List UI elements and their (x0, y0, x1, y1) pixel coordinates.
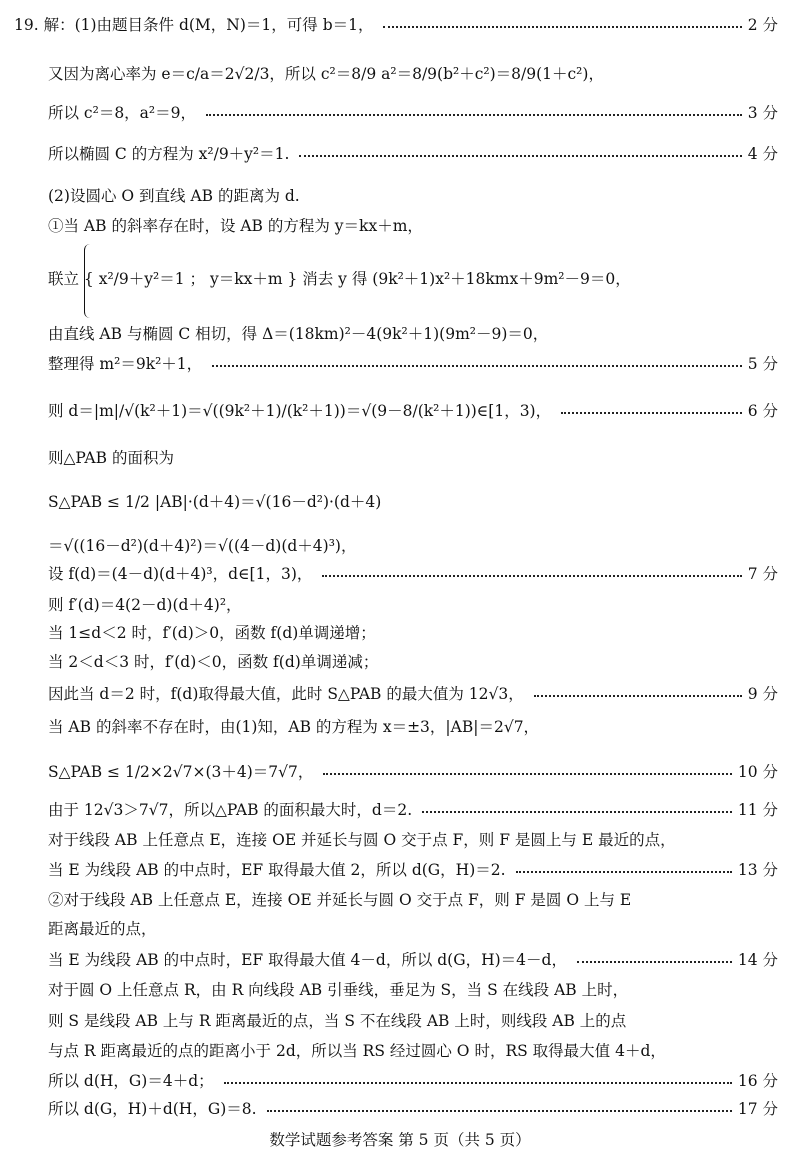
score-label: 5 分 (747, 355, 778, 373)
dot-leader (322, 575, 741, 577)
solution-line: 设 f(d)＝(4－d)(d＋4)³，d∈[1，3)， 7 分 (48, 565, 778, 583)
solution-line: 当 1≤d＜2 时，f′(d)＞0，函数 f(d)单调递增； (48, 624, 376, 642)
score-label: 10 分 (737, 763, 778, 781)
solution-line: 所以 c²＝8，a²＝9， 3 分 (48, 104, 778, 122)
solution-line: 当 E 为线段 AB 的中点时，EF 取得最大值 2，所以 d(G，H)＝2. 13 分 (48, 861, 778, 879)
score-label: 4 分 (747, 145, 778, 163)
dot-leader (561, 412, 742, 414)
solution-line: 当 E 为线段 AB 的中点时，EF 取得最大值 4－d，所以 d(G，H)＝4－d， 14 分 (48, 951, 778, 969)
dot-leader (212, 365, 742, 367)
dot-leader (534, 695, 742, 697)
dot-leader (206, 114, 742, 116)
solution-line: 则 d＝|m|/√(k²＋1)＝√((9k²＋1)/(k²＋1))＝√(9－8/(k²＋1))∈[1，3)， 6 分 (48, 402, 778, 420)
score-label: 6 分 (747, 402, 778, 420)
score-label: 3 分 (747, 104, 778, 122)
solution-line: 当 2＜d＜3 时，f′(d)＜0，函数 f(d)单调递减； (48, 653, 379, 671)
score-label: 16 分 (737, 1072, 778, 1090)
solution-line: ②对于线段 AB 上任意点 E，连接 OE 并延长与圆 O 交于点 F，则 F 是圆 O 上与 E (48, 891, 632, 909)
page-footer: 数学试题参考答案 第 5 页（共 5 页） (269, 1131, 531, 1149)
dot-leader (224, 1082, 732, 1084)
solution-line: 因此当 d＝2 时，f(d)取得最大值，此时 S△PAB 的最大值为 12√3， 9 分 (48, 685, 778, 703)
score-label: 13 分 (737, 861, 778, 879)
dot-leader (267, 1110, 732, 1112)
solution-line: 19. 解：(1)由题目条件 d(M，N)＝1，可得 b＝1， 2 分 (14, 16, 778, 34)
solution-line: 对于线段 AB 上任意点 E，连接 OE 并延长与圆 O 交于点 F，则 F 是圆上与 E 最近的点， (48, 831, 676, 849)
score-label: 9 分 (747, 685, 778, 703)
solution-line: 与点 R 距离最近的点的距离小于 2d，所以当 RS 经过圆心 O 时，RS 取得最大值 4＋d， (48, 1042, 666, 1060)
solution-line: 距离最近的点， (48, 920, 157, 938)
solution-line: S△PAB ≤ 1/2 |AB|·(d＋4)＝√(16－d²)·(d＋4) (48, 493, 382, 511)
dot-leader (383, 26, 741, 28)
dot-leader (516, 871, 732, 873)
solution-line: 由直线 AB 与椭圆 C 相切，得 Δ＝(18km)²－4(9k²＋1)(9m²－9)＝0， (48, 325, 549, 343)
dot-leader (299, 155, 741, 157)
solution-line: 所以 d(G，H)＋d(H，G)＝8. 17 分 (48, 1100, 778, 1118)
solution-line: 所以椭圆 C 的方程为 x²/9＋y²＝1. 4 分 (48, 145, 778, 163)
solution-line: ①当 AB 的斜率存在时，设 AB 的方程为 y＝kx＋m， (48, 217, 423, 235)
solution-line: (2)设圆心 O 到直线 AB 的距离为 d. (48, 187, 300, 205)
solution-line: S△PAB ≤ 1/2×2√7×(3＋4)＝7√7， 10 分 (48, 763, 778, 781)
solution-line: 整理得 m²＝9k²＋1， 5 分 (48, 355, 778, 373)
dot-leader (422, 811, 732, 813)
solution-line: 对于圆 O 上任意点 R，由 R 向线段 AB 引垂线，垂足为 S，当 S 在线段 AB 上时， (48, 981, 629, 999)
solution-line: 则 f′(d)＝4(2－d)(d＋4)²， (48, 596, 242, 614)
score-label: 11 分 (737, 801, 778, 819)
dot-leader (323, 773, 731, 775)
solution-line: 又因为离心率为 e＝c/a＝2√2/3，所以 c²＝8/9 a²＝8/9(b²＋c²)＝8/9(1＋c²)， (48, 65, 604, 83)
score-label: 7 分 (747, 565, 778, 583)
solution-line: 所以 d(H，G)＝4＋d； 16 分 (48, 1072, 778, 1090)
solution-line: 则 S 是线段 AB 上与 R 距离最近的点，当 S 不在线段 AB 上时，则线段 AB 上的点 (48, 1012, 627, 1030)
score-label: 2 分 (747, 16, 778, 34)
solution-line: 当 AB 的斜率不存在时，由(1)知，AB 的方程为 x＝±3，|AB|＝2√7， (48, 718, 540, 736)
score-label: 14 分 (737, 951, 778, 969)
score-label: 17 分 (737, 1100, 778, 1118)
solution-line: 则△PAB 的面积为 (48, 449, 174, 467)
dot-leader (577, 961, 732, 963)
solution-line: ＝√((16－d²)(d＋4)²)＝√((4－d)(d＋4)³)， (48, 537, 357, 555)
solution-line: 由于 12√3＞7√7，所以△PAB 的面积最大时，d＝2. 11 分 (48, 801, 778, 819)
solution-line: 联立 { x²/9＋y²＝1 ； y＝kx＋m } 消去 y 得 (9k²＋1)x²＋18kmx＋9m²－9＝0， (48, 270, 631, 288)
